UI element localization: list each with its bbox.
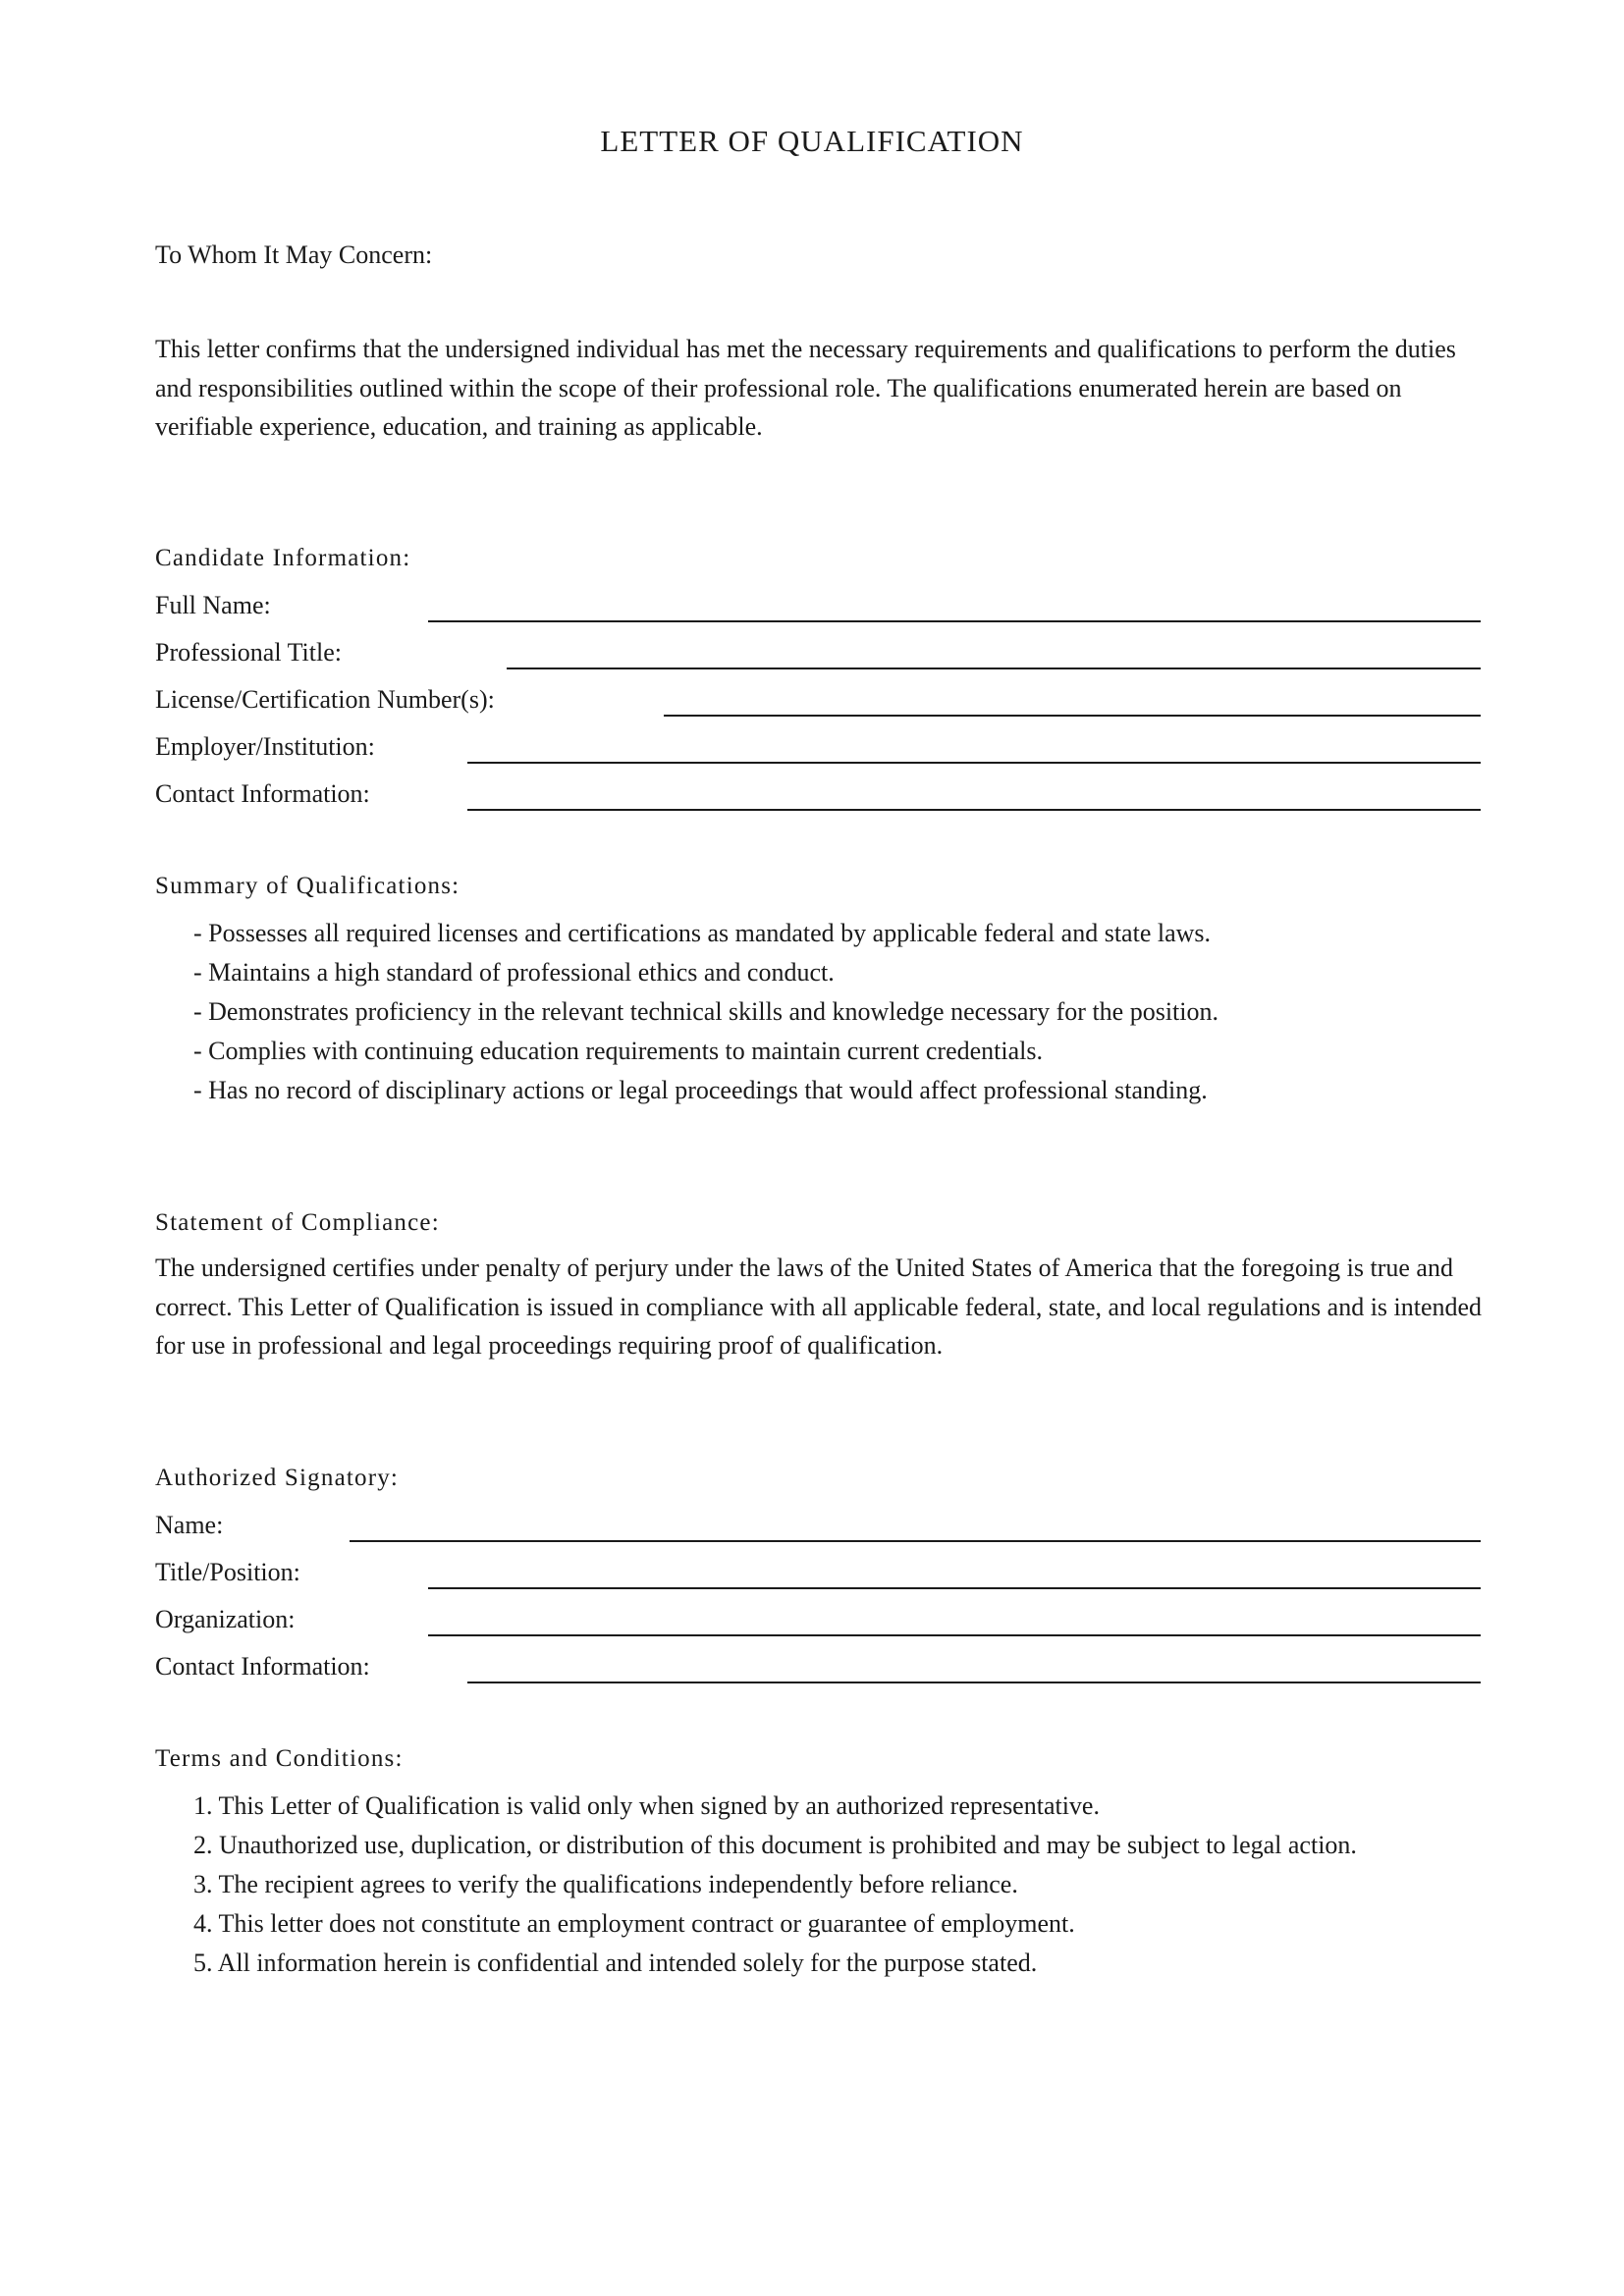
list-item: 3. The recipient agrees to verify the qualifications independently before reliance. bbox=[193, 1870, 1018, 1898]
signatory-organization-field[interactable] bbox=[428, 1634, 1481, 1636]
terms-heading: Terms and Conditions: bbox=[155, 1745, 404, 1772]
employer-field[interactable] bbox=[467, 762, 1481, 764]
employer-label: Employer/Institution: bbox=[155, 732, 375, 761]
professional-title-field[interactable] bbox=[507, 667, 1481, 669]
license-number-field[interactable] bbox=[664, 715, 1481, 717]
signatory-name-field[interactable] bbox=[350, 1540, 1481, 1542]
list-item: - Has no record of disciplinary actions or legal proceedings that would affect professional standing. bbox=[193, 1076, 1208, 1104]
signatory-organization-label: Organization: bbox=[155, 1605, 296, 1633]
list-item: - Complies with continuing education requirements to maintain current credentials. bbox=[193, 1037, 1043, 1065]
signatory-contact-field[interactable] bbox=[467, 1682, 1481, 1683]
list-item: - Maintains a high standard of professional ethics and conduct. bbox=[193, 958, 835, 987]
terms-list bbox=[193, 1787, 1357, 1983]
signatory-heading: Authorized Signatory: bbox=[155, 1465, 400, 1491]
list-item: - Possesses all required licenses and certifications as mandated by applicable federal and state laws. bbox=[193, 919, 1212, 947]
signatory-name-label: Name: bbox=[155, 1511, 224, 1539]
professional-title-label: Professional Title: bbox=[155, 638, 342, 667]
list-item: 2. Unauthorized use, duplication, or distribution of this document is prohibited and may be subject to legal action. bbox=[193, 1831, 1357, 1859]
summary-heading: Summary of Qualifications: bbox=[155, 873, 460, 899]
list-item: - Demonstrates proficiency in the relevant technical skills and knowledge necessary for the position. bbox=[193, 997, 1218, 1026]
full-name-label: Full Name: bbox=[155, 591, 271, 619]
candidate-contact-field[interactable] bbox=[467, 809, 1481, 811]
signatory-title-label: Title/Position: bbox=[155, 1558, 300, 1586]
summary-list bbox=[193, 914, 1218, 1110]
candidate-info-heading: Candidate Information: bbox=[155, 545, 411, 571]
compliance-heading: Statement of Compliance: bbox=[155, 1209, 440, 1236]
full-name-field[interactable] bbox=[428, 620, 1481, 622]
signatory-title-field[interactable] bbox=[428, 1587, 1481, 1589]
list-item: 1. This Letter of Qualification is valid only when signed by an authorized representative. bbox=[193, 1791, 1100, 1820]
candidate-contact-label: Contact Information: bbox=[155, 779, 370, 808]
list-item: 4. This letter does not constitute an employment contract or guarantee of employment. bbox=[193, 1909, 1075, 1938]
salutation: To Whom It May Concern: bbox=[155, 240, 433, 269]
document-title: LETTER OF QUALIFICATION bbox=[600, 124, 1024, 158]
signatory-contact-label: Contact Information: bbox=[155, 1652, 370, 1681]
intro-paragraph: This letter confirms that the undersigned individual has met the necessary requirements and qualifications to perform the duties and responsibilities outlined within the scope of their professional role. The qualifications enumerated herein are based on verifiable experience, education, and training as applicable. bbox=[155, 335, 1456, 441]
license-number-label: License/Certification Number(s): bbox=[155, 685, 495, 714]
compliance-paragraph: The undersigned certifies under penalty of perjury under the laws of the United States of America that the foregoing is true and correct. This Letter of Qualification is issued in compliance with all applicable federal, state, and local regulations and is intended for use in professional and legal proceedings requiring proof of qualification. bbox=[155, 1254, 1483, 1360]
list-item: 5. All information herein is confidential and intended solely for the purpose stated. bbox=[193, 1949, 1038, 1977]
